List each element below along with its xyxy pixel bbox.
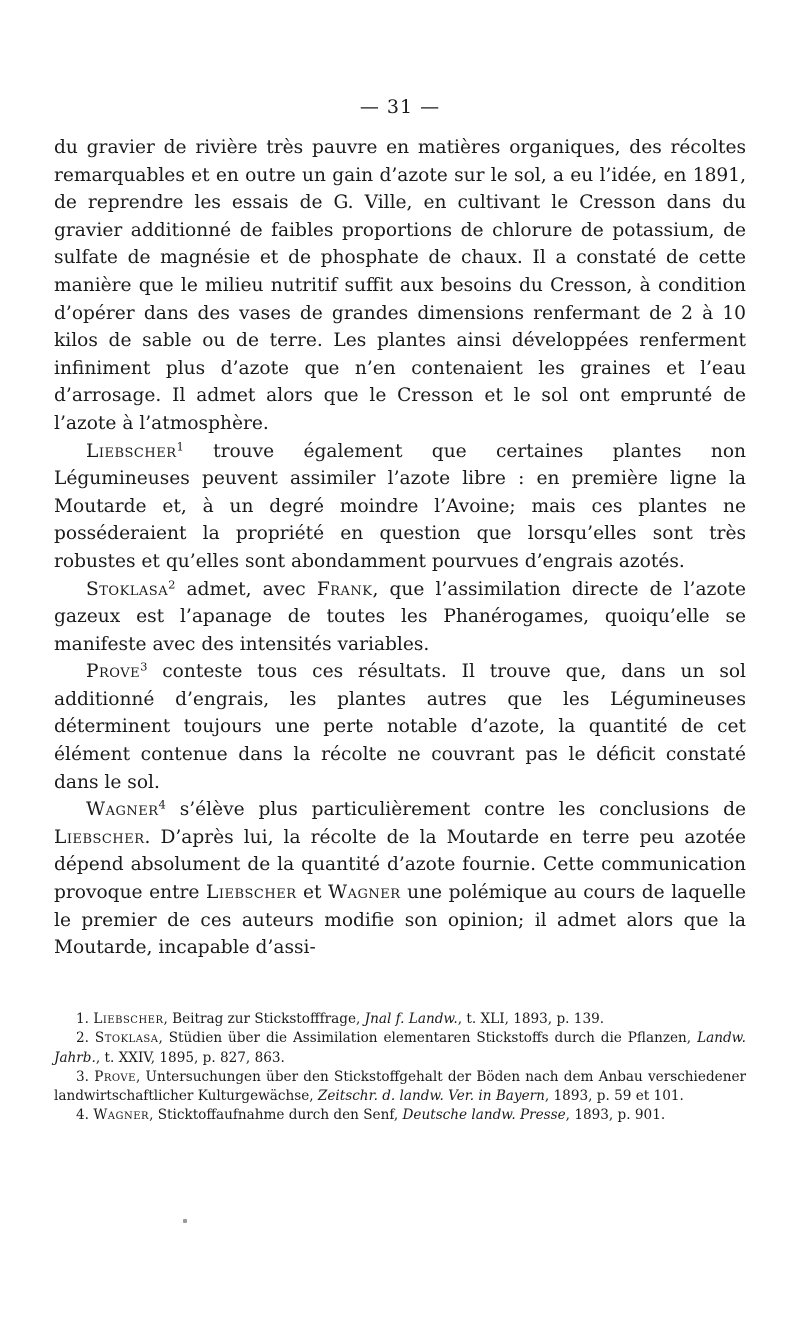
footnote-author: Wagner: [93, 1107, 150, 1124]
footnote-3: [54, 1068, 746, 1107]
footnotes: [54, 1010, 746, 1126]
author-name: Stoklasa: [86, 578, 169, 600]
footnote-source: Jnal f. Landw.: [364, 1011, 458, 1027]
footnote-4: [54, 1106, 746, 1125]
paragraph-2: [54, 438, 746, 576]
footnote-1: [54, 1010, 746, 1029]
footnote-author: Stoklasa: [94, 1030, 159, 1047]
footnote-text: , Stüdien über die Assimilation elementaren Stickstoffs durch die Pflanzen,: [158, 1030, 698, 1047]
footnote-text: , t. XXIV, 1895, p. 827, 863.: [95, 1049, 285, 1066]
footnote-text: , 1893, p. 901.: [565, 1107, 666, 1124]
footnote-text: , 1893, p. 59 et 101.: [544, 1088, 684, 1105]
author-name: Wagner: [328, 882, 401, 904]
paragraph-text: trouve également que certaines plantes non Légumineuses peuvent assimiler l’azote libre : en première ligne la Moutarde et, à un degré moindre l’Avoine; mais ces plantes ne posséderaient la propriété en question que lorsqu’elles sont très robustes et qu’elles sont abondamment pourvues d’engrais azotés.: [54, 440, 746, 572]
paragraph-1: [54, 134, 746, 438]
main-text: [54, 134, 746, 962]
footnote-source: Landw. Jahrb.: [54, 1030, 746, 1066]
footnote-text: , t. XLI, 1893, p. 139.: [457, 1011, 605, 1027]
footnote-2: [54, 1029, 746, 1068]
footnote-number: 4.: [76, 1107, 89, 1124]
author-name: Liebscher: [86, 440, 177, 462]
paragraph-text: , que l’assimilation directe de l’azote gazeux est l’apanage de toutes les Phanérogames, quoiqu’elle se manifeste avec des intensités variables.: [54, 578, 747, 655]
paragraph-text: . D’après lui, la récolte de la Moutarde en terre peu azotée dépend absolument de la quantité d’azote fournie. Cette communication provoque entre: [54, 826, 746, 904]
footnote-number: 2.: [76, 1030, 89, 1047]
author-name: Liebscher: [54, 826, 145, 848]
footnote-ref: 3: [140, 659, 148, 674]
paragraph-text: et: [296, 882, 329, 904]
footnote-source: Zeitschr. d. landw. Ver. in Bayern: [317, 1088, 545, 1105]
footnote-text: , Sticktoffaufnahme durch den Senf,: [149, 1107, 403, 1124]
page-number: — 31 —: [359, 96, 441, 118]
print-speck: [183, 1219, 187, 1223]
paragraph-text: conteste tous ces résultats. Il trouve que, dans un sol additionné d’engrais, les plantes autres que les Légumineuses déterminent toujours une perte notable d’azote, la quantité de cet élément contenue dans la récolte ne couvrant pas le déficit constaté dans le sol.: [54, 661, 746, 793]
footnote-text: , Beitrag zur Stickstofffrage,: [163, 1011, 365, 1027]
paragraph-text: s’élève plus particulièrement contre les conclusions de: [165, 799, 746, 821]
author-name: Liebscher: [205, 882, 297, 904]
paragraph-text: admet, avec: [175, 578, 317, 600]
author-name: Frank: [316, 578, 373, 600]
footnote-number: 3.: [76, 1068, 89, 1085]
paragraph-4: [54, 658, 746, 796]
footnote-author: Liebscher: [93, 1011, 164, 1027]
paragraph-text: du gravier de rivière très pauvre en matières organiques, des récoltes remarquables et en outre un gain d’azote sur le sol, a eu l’idée, en 1891, de reprendre les essais de G. Ville, en cultivant le Cresson dans du gravier additionné de faibles proportions de chlorure de potassium, de sulfate de magnésie et de phosphate de chaux. Il a constaté de cette manière que le milieu nutritif suffit aux besoins du Cresson, à condition d’opérer dans des vases de grandes dimensions renfermant de 2 à 10 kilos de sable ou de terre. Les plantes ainsi développées renferment infiniment plus d’azote que n’en contenaient les graines et l’eau d’arrosage. Il admet alors que le Cresson et le sol ont emprunté de l’azote à l’atmosphère.: [54, 137, 746, 434]
author-name: Prove: [86, 661, 141, 683]
paragraph-3: [54, 576, 746, 659]
author-name: Wagner: [86, 799, 159, 821]
footnote-source: Deutsche landw. Presse: [402, 1107, 566, 1124]
paragraph-5: [54, 796, 746, 962]
footnote-number: 1.: [76, 1011, 89, 1027]
footnote-text: , Untersuchungen über den Stickstoffgehalt der Böden nach dem Anbau verschiedener landwirtschaftlicher Kulturgewächse,: [54, 1068, 746, 1105]
footnote-ref: 1: [176, 439, 184, 454]
footnote-author: Prove: [94, 1068, 136, 1085]
paragraph-text: une polémique au cours de laquelle le premier de ces auteurs modifie son opinion; il admet alors que la Moutarde, incapable d’assi-: [54, 882, 747, 959]
footnote-ref: 4: [158, 797, 166, 812]
footnote-ref: 2: [168, 577, 176, 592]
